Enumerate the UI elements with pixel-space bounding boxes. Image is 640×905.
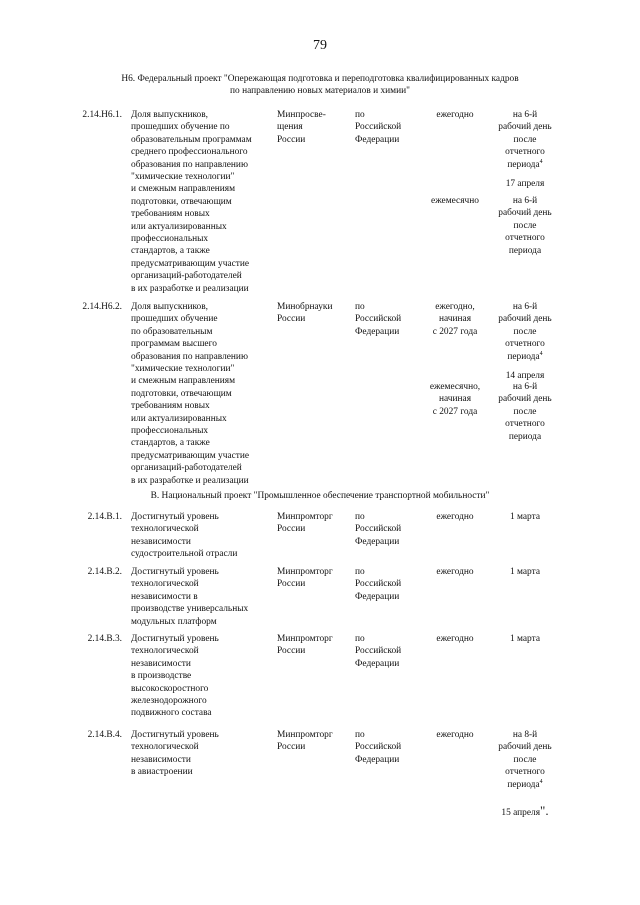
section-heading-line: по направлению новых материалов и химии" <box>230 86 410 97</box>
deadline-line: отчетного <box>505 147 545 158</box>
responsible-agency <box>277 511 351 536</box>
indicator-line: организаций-работодателей <box>131 271 242 282</box>
deadline-line: отчетного <box>505 339 545 350</box>
frequency-line: ежегодно <box>436 730 474 740</box>
deadline-line: рабочий день <box>498 122 552 133</box>
frequency-line: ежегодно <box>436 512 474 522</box>
deadline-line: отчетного <box>505 767 545 778</box>
indicator-line: программам высшего <box>131 339 217 350</box>
indicator-line: независимости <box>131 754 191 765</box>
level <box>355 301 415 338</box>
indicator-line: производстве универсальных <box>131 604 249 615</box>
deadline-line: после <box>513 326 537 337</box>
deadline-line: периода <box>508 431 542 442</box>
frequency-line: ежегодно, <box>435 302 475 312</box>
indicator-line: технологической <box>131 524 199 535</box>
indicator-code: 2.14.В.4. <box>87 730 122 740</box>
closing-quote-mark: ". <box>540 803 549 819</box>
deadline <box>490 511 560 523</box>
level-line: по <box>355 302 365 312</box>
deadline-line: на 6-й <box>512 110 538 120</box>
indicator-line: образования по направлению <box>131 159 248 170</box>
deadline-line: периода <box>508 245 542 256</box>
page-number: 79 <box>313 38 327 53</box>
agency-line: России <box>277 134 306 145</box>
deadline-line: отчетного <box>505 419 545 430</box>
indicator-line: технологической <box>131 646 199 657</box>
indicator-line: независимости <box>131 536 191 547</box>
responsible-agency <box>277 109 351 146</box>
indicator-name <box>131 109 281 295</box>
indicator-line: организаций-работодателей <box>131 463 242 474</box>
indicator-line: независимости <box>131 658 191 669</box>
indicator-line: Достигнутый уровень <box>131 634 219 644</box>
agency-line: России <box>277 579 306 590</box>
indicator-line: Достигнутый уровень <box>131 512 219 522</box>
indicator-line: независимости в <box>131 591 198 602</box>
deadline-text: периода <box>507 779 540 790</box>
indicator-line: предусматривающим участие <box>131 450 250 461</box>
section-heading-line: В. Национальный проект "Промышленное обеспечение транспортной мобильности" <box>150 491 490 501</box>
indicator-line: профессиональных <box>131 234 209 245</box>
deadline-text: периода <box>507 351 540 362</box>
agency-line: России <box>277 646 306 657</box>
level-line: Федерации <box>355 134 400 145</box>
level-line: Федерации <box>355 536 400 547</box>
indicator-line: и смежным направлениям <box>131 184 236 195</box>
level-line: Федерации <box>355 754 400 765</box>
deadline-line: рабочий день <box>498 208 552 219</box>
indicator-line: Достигнутый уровень <box>131 567 219 577</box>
deadline-line: после <box>513 134 537 145</box>
deadline-line: на 6-й <box>512 382 538 392</box>
level-line: Российской <box>355 579 402 590</box>
deadline-line <box>490 779 560 791</box>
indicator-line: среднего профессионального <box>131 147 248 158</box>
deadline-date: 15 апреля <box>501 808 541 819</box>
level <box>355 109 415 146</box>
deadline-line: 1 марта <box>510 634 540 644</box>
indicator-code: 2.14.Н6.2. <box>82 302 122 312</box>
indicator-name <box>131 511 281 561</box>
level-line: по <box>355 110 365 120</box>
indicator-line: профессиональных <box>131 426 209 437</box>
frequency-line: начиная <box>438 394 472 405</box>
agency-line: Минпромторг <box>277 512 333 522</box>
frequency-line: ежегодно <box>436 567 474 577</box>
level-line: Российской <box>355 524 402 535</box>
indicator-line: предусматривающим участие <box>131 258 250 269</box>
section-heading-n6 <box>60 73 580 98</box>
indicator-line: модульных платформ <box>131 616 217 627</box>
footnote-marker: 4 <box>539 778 543 785</box>
deadline <box>490 301 560 382</box>
agency-line: России <box>277 314 306 325</box>
indicator-line: судостроительной отрасли <box>131 549 238 560</box>
deadline-line <box>490 351 560 363</box>
indicator-line: подвижного состава <box>131 708 212 719</box>
level-line: по <box>355 634 365 644</box>
indicator-line: "химические технологии" <box>131 172 235 183</box>
deadline-line: отчетного <box>505 233 545 244</box>
agency-line: Минпромторг <box>277 634 333 644</box>
deadline-line: на 6-й <box>512 302 538 312</box>
indicator-line: стандартов, а также <box>131 246 210 257</box>
indicator-line: подготовки, отвечающим <box>131 196 232 207</box>
frequency <box>415 511 495 523</box>
deadline-line: после <box>513 220 537 231</box>
indicator-line: высокоскоростного <box>131 683 209 694</box>
responsible-agency <box>277 633 351 658</box>
indicator-line: Достигнутый уровень <box>131 730 219 740</box>
frequency-line: ежегодно <box>436 634 474 644</box>
frequency-line: ежегодно <box>436 110 474 120</box>
indicator-name <box>131 633 281 720</box>
deadline <box>490 381 560 443</box>
deadline-line: 1 марта <box>510 567 540 577</box>
footnote-marker: 4 <box>539 350 543 357</box>
deadline <box>490 109 560 190</box>
indicator-code: 2.14.В.3. <box>87 634 122 644</box>
indicator-line: в их разработке и реализации <box>131 475 249 486</box>
indicator-line: "химические технологии" <box>131 364 235 375</box>
indicator-line: технологической <box>131 742 199 753</box>
frequency <box>415 729 495 741</box>
indicator-line: в их разработке и реализации <box>131 283 249 294</box>
level-line: Российской <box>355 742 402 753</box>
deadline-date-line <box>490 805 560 819</box>
deadline-line: на 6-й <box>512 196 538 206</box>
level-line: Российской <box>355 646 402 657</box>
level-line: Российской <box>355 314 402 325</box>
frequency <box>415 301 495 338</box>
level <box>355 566 415 603</box>
indicator-line: в производстве <box>131 671 192 682</box>
indicator-code: 2.14.В.2. <box>87 567 122 577</box>
frequency <box>415 633 495 645</box>
indicator-name <box>131 566 281 628</box>
level-line: Федерации <box>355 326 400 337</box>
level-line: Российской <box>355 122 402 133</box>
indicator-line: образования по направлению <box>131 351 248 362</box>
deadline <box>490 633 560 645</box>
agency-line: Минпромторг <box>277 730 333 740</box>
agency-line: Минпромторг <box>277 567 333 577</box>
frequency-line: ежемесячно <box>431 196 479 206</box>
level-line: по <box>355 730 365 740</box>
section-heading-line: Н6. Федеральный проект "Опережающая подготовка и переподготовка квалифицированных кадров <box>121 74 519 84</box>
frequency-line: с 2027 года <box>432 406 478 417</box>
agency-line: Минобрнауки <box>277 302 333 312</box>
frequency <box>415 109 495 121</box>
section-heading-v <box>60 490 580 502</box>
level-line: по <box>355 512 365 522</box>
agency-line: России <box>277 742 306 753</box>
frequency-line: начиная <box>438 314 472 325</box>
level-line: Федерации <box>355 658 400 669</box>
deadline-line: рабочий день <box>498 394 552 405</box>
agency-line: Минпросве- <box>277 110 326 120</box>
indicator-line: в авиастроении <box>131 767 193 778</box>
level-line: Федерации <box>355 591 400 602</box>
deadline-line <box>490 159 560 171</box>
indicator-line: стандартов, а также <box>131 438 210 449</box>
indicator-name <box>131 301 281 487</box>
agency-line: России <box>277 524 306 535</box>
indicator-code: 2.14.Н6.1. <box>82 110 122 120</box>
agency-line: щения <box>277 122 303 133</box>
deadline <box>490 195 560 257</box>
indicator-line: прошедших обучение <box>131 314 218 325</box>
deadline <box>490 729 560 819</box>
indicator-line: Доля выпускников, <box>131 302 209 312</box>
deadline-date: 14 апреля <box>505 371 545 382</box>
frequency <box>415 566 495 578</box>
frequency-line: с 2027 года <box>432 326 478 337</box>
frequency-line: ежемесячно, <box>429 382 481 392</box>
responsible-agency <box>277 566 351 591</box>
indicator-line: и смежным направлениям <box>131 376 236 387</box>
deadline-line: рабочий день <box>498 314 552 325</box>
deadline-line: 1 марта <box>510 512 540 522</box>
indicator-line: прошедших обучение по <box>131 122 230 133</box>
indicator-line: или актуализированных <box>131 413 227 424</box>
level <box>355 633 415 670</box>
level-line: по <box>355 567 365 577</box>
deadline-line: на 8-й <box>512 730 538 740</box>
indicator-line: требованиям новых <box>131 209 210 220</box>
indicator-line: образовательным программам <box>131 134 252 145</box>
indicator-line: требованиям новых <box>131 401 210 412</box>
indicator-name <box>131 729 281 779</box>
indicator-line: по образовательным <box>131 326 213 337</box>
frequency <box>415 195 495 207</box>
level <box>355 729 415 766</box>
deadline-text: периода <box>507 159 540 170</box>
indicator-line: Доля выпускников, <box>131 110 209 120</box>
deadline-line: после <box>513 754 537 765</box>
indicator-line: технологической <box>131 579 199 590</box>
indicator-line: или актуализированных <box>131 221 227 232</box>
indicator-line: подготовки, отвечающим <box>131 388 232 399</box>
responsible-agency <box>277 729 351 754</box>
responsible-agency <box>277 301 351 326</box>
indicator-code: 2.14.В.1. <box>87 512 122 522</box>
deadline-line: рабочий день <box>498 742 552 753</box>
frequency <box>415 381 495 418</box>
level <box>355 511 415 548</box>
deadline-date: 17 апреля <box>505 179 545 190</box>
deadline <box>490 566 560 578</box>
indicator-line: железнодорожного <box>131 696 207 707</box>
deadline-line: после <box>513 406 537 417</box>
footnote-marker: 4 <box>539 158 543 165</box>
